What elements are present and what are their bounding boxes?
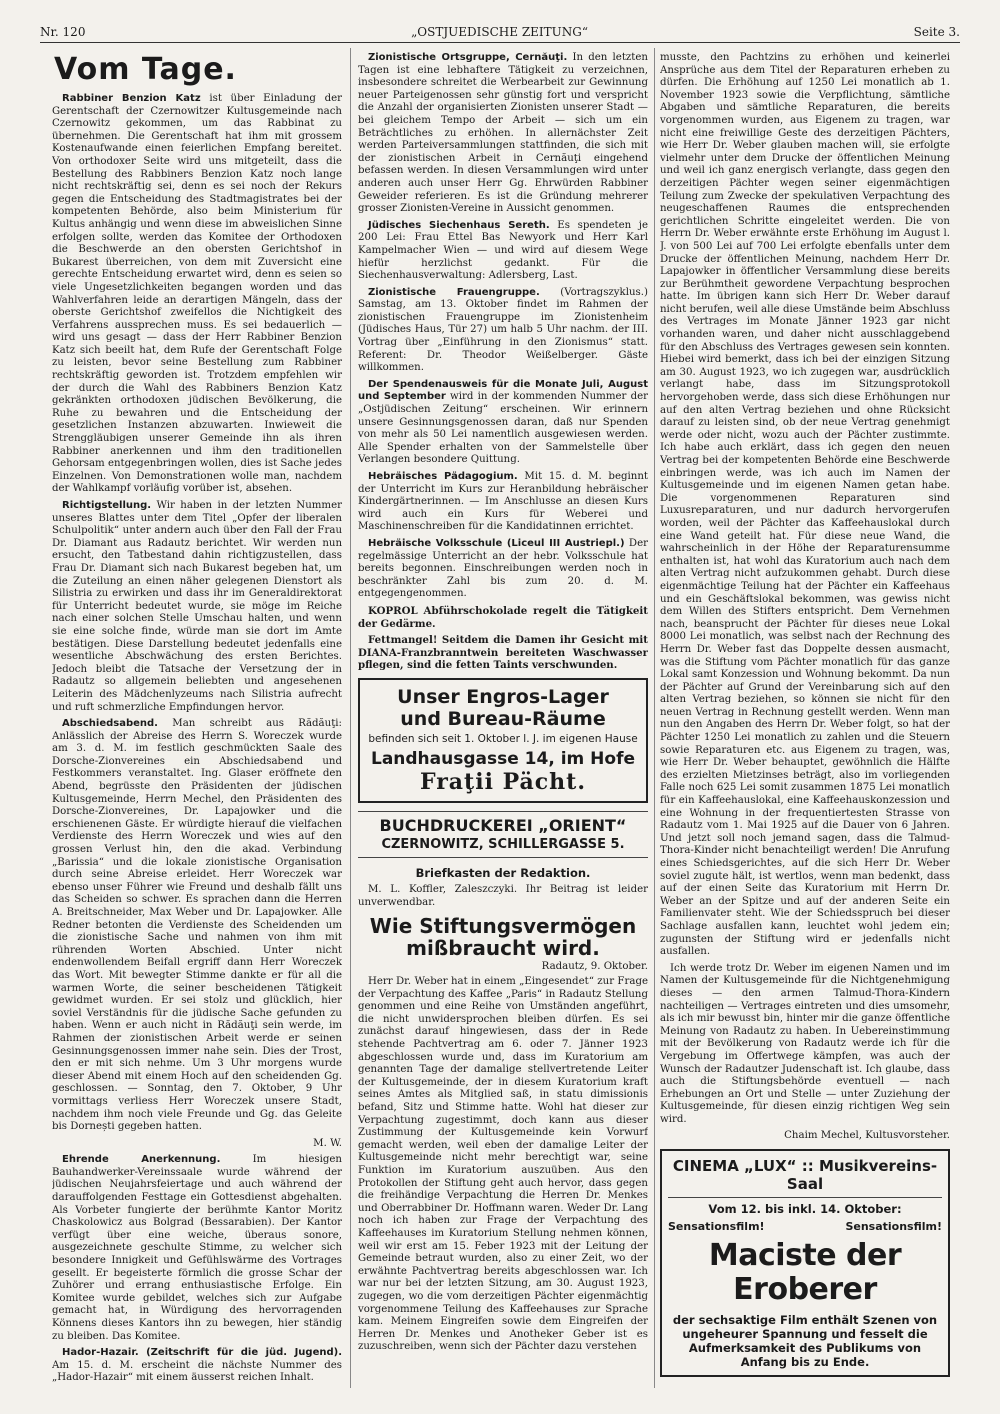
article-heading: Hebräische Volksschule (Liceul III Austriepl.) (368, 537, 625, 549)
article-spendenausweis (358, 379, 648, 467)
article-heading: Ehrende Anerkennung. (62, 1154, 221, 1166)
article-stiftung-text: Herr Dr. Weber hat in einem „Eingesendet“ zur Frage der Verpachtung des Kaffee „Paris“ in Radautz Stellung genommen und eine Reihe von Umständen angeführt, die nicht unwidersprochen bleiben dürfen. Es sei zunächst darauf hingewiesen, dass der in Rede stehende Pachtvertrag am 6. oder 7. Jänner 1923 abgeschlossen wurde und, dass im Kuratorium am genannten Tage der damalige stellvertretende Leiter der Kultusgemeinde, der in diesem Kuratorium kraft seines Amtes als Mitglied saß, in statu dimissionis befand, Sitz und Stimme hatte. Wohl hat dieser zur Verpachtung zugestimmt, doch kann aus dieser Zustimmung der Kultusgemeinde kein Vorwurf gemacht werden, weil eben der damalige Leiter der Kultusgemeinde nicht mehr berechtigt war, seine Funktion im Kuratorium auszuüben. Aus den Protokollen der Stiftung geht auch hervor, dass gegen die freihändige Verpachtung die Herren Dr. Menkes und Oberrabbiner Dr. Hoffmann waren. Weder Dr. Lang noch ich haben zur Frage der Verpachtung des Kaffeehauses im Kuratorium Stellung nehmen können, weil wir erst am 15. Feber 1923 mit der Leitung der Gemeinde betraut wurden, also zu einer Zeit, wo der erwähnte Pachtvertrag bereits abgeschlossen war. Ich war nur bei der letzten Sitzung, am 30. August 1923, zugegen, wo die vom derzeitigen Pächter eigenmächtig vorgenommene Teilung des Kaffeehauses zur Sprache kam. Meinem Eingreifen sowie dem Eingreifen der Herren Dr. Menkes und Anotheker Geber ist es zuzuschreiben, wenn sich der Pächter dazu verstehen (358, 976, 648, 1353)
article-text: ist über Einladung der Gerentschaft der Czernowitzer Kultusgemeinde nach Czernowitz gekommen, um das Rabbinat zu übernehmen. Die Gerentschaft hat ihm mit grossem Kostenaufwande einen feierlichen Empfang bereitet. Von orthodoxer Seite wird uns mitgeteilt, dass die Bestellung des Rabbiners Benzion Katz noch lange nicht rechtskräftig sei, denn es sei noch der Rekurs gegen die Entscheidung des Stadtmagistrates bei der kompetenten Behörde, also beim Ministerium für Kultus anhängig und wenn diese im abweislichen Sinne erfolgen sollte, werden das Komitee der Orthodoxen die Beschwerde an den obersten Gerichtshof in Bukarest überreichen, von dem mit Zuversicht eine gerechte Entscheidung erwartet wird, denn es seien so viele Ungesetzlichkeiten begangen worden und das Wahlverfahren leide an derartigen Mängeln, dass der oberste Gerichtshof zweifellos die Nichtigkeit des Verfahrens aussprechen muss. Es sei bedauerlich — wird uns gesagt — dass der Herr Rabbiner Benzion Katz sich beeilt hat, dem Rufe der Gerentschaft Folge zu leisten, bevor seine Bestellung zum Rabbiner rechtskräftig geworden ist. Trotzdem empfehlen wir der durch die Wahl des Rabbiners Benzion Katz gekränkten orthodoxen jüdischen Bevölkerung, die Ruhe zu bewahren und die Entscheidung der gesetzlichen Instanzen abzuwarten. Inwieweit die Strenggläubigen unserer Gemeinde ihn als ihren Rabbiner anerkennen und ihm den traditionellen Gehorsam entgegenbringen wollen, dies ist Sache jedes Einzelnen. Von Demonstrationen wolle man, nachdem der Wahlkampf vorläufig vorüber ist, absehen. (52, 93, 342, 495)
article-ortsgruppe (358, 52, 648, 216)
article-stiftung-continued: musste, den Pachtzins zu erhöhen und keinerlei Ansprüche aus dem Titel der Reparaturen erheben zu dürfen. Die Erhöhung auf 1250 Lei monatlich ab 1. November 1923 sowie die Verpflichtung, sämtliche Abgaben und sämtliche Reparaturen, die bereits vorgenommen wurden, aus Eigenem zu tragen, war nicht eine freiwillige Geste des derzeitigen Pächters, wie Herr Dr. Weber glauben machen will, sie erfolgte vielmehr unter dem Drucke der öffentlichen Meinung und weil ich ganz energisch verlangte, dass gegen den derzeitigen Pächter wegen seiner eigenmächtigen Teilung zum Zwecke der spekulativen Verpachtung des neugeschaffenen Raumes die entsprechenden gerichtlichen Schritte eingeleitet werden. Die von Herrn Dr. Weber erwähnte erste Erhöhung im August l. J. von 500 Lei auf 700 Lei erfolgte ebenfalls unter dem Drucke der öffentlichen Meinung, nachdem Herr Dr. Lapajowker in öffentlicher Versammlung diese bereits zur Berühmtheit gewordene Verpachtung besprochen hatte. Im übrigen kann sich Herr Dr. Weber darauf nicht berufen, weil alle diese Umstände beim Abschluss des Vertrages im Monate Jänner 1923 gar nicht vorhanden waren, und daher nicht ausschlaggebend für den Abschluss des Vertrages gewesen sein konnten. Hiebei wird bemerkt, dass ich bei der einzigen Sitzung am 30. August 1923, wo ich zugegen war, ausdrücklich verlangt habe, dass im Sitzungsprotokoll hervorgehoben werde, dass sich diese Erhöhungen nur auf den alten Vertrag beziehen und ohne Rücksicht darauf zu leisten sind, ob der neue Vertrag genehmigt werde oder nicht, wozu auch der Pächter zustimmte. Ich habe auch erklärt, dass ich gegen den neuen Vertrag bei der kompetenten Behörde eine Beschwerde einbringen werde, was ich auch im Namen der Kultusgemeinde und im eigenen Namen getan habe. Die vorgenommenen Reparaturen sind Luxusreparaturen, und nur dadurch hervorgerufen worden, weil der Pächter das Kaffeehauslokal durch eine Wand geteilt hat. Für diese neue Wand, die wahrscheinlich in der Höhe der Reparaturensumme enthalten ist, hat wohl das Kuratorium auch nach dem alten Vertrag nicht aufzukommen gehabt. Durch diese eigenmächtige Teilung hat der Pächter ein Kaffeehaus und ein Geschäftslokal bekommen, was gewiss nicht dem Willen des Stifters entspricht. Dem Vernehmen nach, beansprucht der Pächter für dieses neue Lokal 8000 Lei monatlich, was selbst nach der Rechnung des Herrn Dr. Weber fast das Doppelte dessen ausmacht, was die Stiftung vom Pächter monatlich für das ganze Lokal samt Konzession und Wohnung bekommt. Da nun der Pächter auf Grund der Vereinbarung sich auf den alten Vertrag beziehen, so können sie nicht für den neuen Vertrag in Rechnung gestellt werden. Wenn man nun den Angaben des Herrn Dr. Weber folgt, so hat der Pächter 1250 Lei monatlich zu zahlen und die Steuern sowie Reparaturen etc. aus Eigenem zu tragen, was, wie Herr Dr. Weber behauptet, gewöhnlich die Hälfte des erzielten Mietzinses beträgt, also im vorliegenden Falle noch 625 Lei somit zusammen 1875 Lei monatlich für ein Kaffeehauslokal, eine Kaffeehauskonzession und eine Wohnung in der frequentiertesten Strasse von Radautz vom 1. Mai 1925 auf die Dauer von 6 Jahren. Und jetzt soll noch jemand sagen, dass die Talmud-Thora-Kinder nicht benachteiligt werden! Die Anrufung eines Schiedsgerichtes, auf die sich Herr Dr. Weber soviel zugute hält, ist wertlos, wenn man bedenkt, dass auf der einen Seite das Kuratorium mit Herrn Dr. Weber an der Spitze und auf der anderen Seite ein Familienvater steht. Wie der Schiedsspruch bei dieser Sachlage ausfallen kann, leuchtet wohl jedem ein; zugunsten der Stiftung wird er jedenfalls nicht ausfallen. (660, 52, 950, 958)
briefkasten-text: M. L. Koffler, Zaleszczyki. Ihr Beitrag ist leider unverwendbar. (358, 883, 648, 908)
ad-headline: BUCHDRUCKEREI „ORIENT“ (379, 815, 627, 835)
page-number: Seite 3. (913, 25, 960, 39)
article-heading: Rabbiner Benzion Katz (62, 93, 201, 104)
article-text: In den letzten Tagen ist eine lebhaftere Tätigkeit zu verzeichnen, insbesondere schreitet die Werbearbeit zur Gewinnung neuer Parteigenossen sehr günstig fort und verspricht die Anzahl der organisierten Zionisten unserer Stadt — bei gleichem Tempo der Arbeit — sich um ein Beträchtliches zu erhöhen. In allernächster Zeit werden Parteiversammlungen stattfinden, die sich mit der zionistischen Arbeit in Cernăuţi eingehend befassen werden. In diesen Versammlungen wird unter anderen auch unser Herr Gg. Ehrwürden Rabbiner Geweider referieren. Es ist die Gründung mehrerer grosser Zionisten-Vereine in Aussicht genommen. (358, 52, 648, 215)
article-signature: Das Komitee. (111, 1330, 181, 1342)
advertisement-paecht (358, 678, 648, 803)
article-text: Wir haben in der letzten Nummer unseres Blattes unter dem Titel „Opfer der liberalen Schulpolitik“ unter andern auch über den Fall der Frau Dr. Diamant aus Radautz berichtet. Wir werden nun ersucht, den Tatbestand dahin richtigzustellen, dass Frau Dr. Diamant sich nach Bukarest begeben hat, um die Zuteilung an einen näher gelegenen Dienstort als Silistria zu erwirken und dass ihr im Generaldirektorat für Unterricht bedeutet wurde, sie möge im Reiche nach einer solchen Stelle Umschau halten, und wenn sie eine solche finde, würde man sie dort im Amte bestätigen. Diese Darstellung bedeutet jedenfalls eine wesentliche Abschwächung des ersten Berichtes. Jedoch bleibt die Tatsache der Versetzung der in Radautz so allgemein beliebten und angesehenen Leiterin des Mädchenlyzeums nach Silistria aufrecht und ruft schmerzliche Empfindungen hervor. (52, 500, 342, 713)
advertisement-orient (358, 811, 648, 858)
article-heading: Richtigstellung. (62, 500, 152, 511)
column-3 (660, 52, 950, 1392)
article-richtigstellung (52, 500, 342, 714)
article-text: Im hiesigen Bauhandwerker-Vereinssaale wurde während der jüdischen Neujahrsfeiertage und auch während der darauffolgenden Festtage ein Gottesdienst abgehalten. Als Vorbeter fungierte der berühmte Kantor Moritz Chaskolowicz aus Bolgrad (Bessarabien). Der Kantor verfügt über eine weiche, überaus sonore, ausgezeichnete geschulte Stimme, zu welcher sich besondere Innigkeit und Gefühlswärme des Vortrages gesellt. Er begeisterte förmlich die grosse Schar der Zuhörer und errang enthusiastische Erfolge. Ein Komitee wurde gebildet, welches sich zur Aufgabe gemacht hat, in Würdigung des hervorragenden Könnens dieses Kantors ihn zu bewegen, hier ständig zu bleiben. (52, 1154, 342, 1342)
column-divider (350, 48, 351, 1388)
ad-address: CZERNOWITZ, SCHILLERGASSE 5. (381, 836, 625, 852)
newspaper-title: „OSTJUEDISCHE ZEITUNG“ (411, 25, 589, 39)
ad-firm-name: Fraţii Pächt. (419, 768, 587, 795)
ad-address: Landhausgasse 14, im Hofe (370, 748, 636, 769)
ad-subtext: befinden sich seit 1. Oktober l. J. im eigenen Hause (368, 732, 638, 745)
article-text: Mit 15. d. M. beginnt der Unterricht im Kurs zur Heranbildung hebräischer Kindergärtnerinnen. — Im Anschlusse an diesen Kurs wird auch ein Kurs für Weberei und Maschinenschreiben für die Kandidatinnen errichtet. (358, 471, 648, 533)
article-frauengruppe (358, 287, 648, 375)
column-divider (654, 48, 655, 1388)
article-paedagogium (358, 471, 648, 534)
article-signature: M. W. (313, 1137, 342, 1149)
article-heading: Hador-Hazair. (Zeitschrift für die jüd. Jugend). (62, 1347, 342, 1359)
article-heading: Abschiedsabend. (62, 718, 158, 730)
article-text: Der regelmässige Unterricht an der hebr. Volksschule hat bereits begonnen. Einschreibungen werden noch in beschränkter Zahl bis zum 20. d. M. entgegengenommen. (358, 537, 648, 600)
column-1 (52, 52, 342, 1392)
article-text: Man schreibt aus Rădăuţi: Anlässlich der Abreise des Herrn S. Woreczek wurde am 3. d. M. im festlich geschmückten Saale des Dorsche-Zionvereines ein Abschiedsabend und Festkommers veranstaltet. Ing. Glaser eröffnete den Abend, begrüsste den Präsidenten der jüdischen Kultusgemeinde, Herrn Mechel, den Präsidenten des Dorsche-Zionvereines, Dr. Lapajowker und die erschienenen Gäste. Er würdigte hierauf die vielfachen Verdienste des Herrn Woreczek und wies auf den grossen Verlust hin, den die akad. Verbindung „Barissia“ und die lokale zionistische Organisation durch seine Abreise erleidet. Herr Woreczek war ebenso unser Führer wie Freund und deshalb fällt uns das Scheiden so schwer. Es sprachen dann die Herren A. Breitschneider, Max Weber und Dr. Lapajowker. Alle Redner betonten die Verdienste des Scheidenden um die zionistische Sache und nahmen von ihm mit rührenden Worten Abschied. Unter nicht endenwollendem Beifall ergriff dann Herr Woreczek das Wort. Mit bewegter Stimme dankte er für all die warmen Worte, die seiner bescheidenen Tätigkeit gewidmet wurden. Er sei stolz und glücklich, hier soviel Verständnis für die jüdische Sache gefunden zu haben. Wenn er auch nicht in Rădăuţi sein werde, im Rahmen der zionistischen Arbeit werde er seinen Gesinnungsgenossen immer nahe sein. Dies der Trost, den er mit sich nehme. Um 3 Uhr morgens wurde dieser Abend mit einem Hoch auf den scheidenden Gg. geschlossen. — Sonntag, den 7. Oktober, 9 Uhr vormittags verliess Herr Woreczek unsere Stadt, nachdem ihm noch viele Freunde und Gg. das Geleite bis Dornești gegeben hatten. (52, 718, 342, 1133)
article-heading: Zionistische Frauengruppe. (368, 286, 540, 298)
article-abschiedsabend (52, 718, 342, 1134)
header-rule (40, 42, 960, 43)
koprol-notice: KOPROL Abführschokolade regelt die Tätigkeit der Gedärme. (358, 604, 648, 630)
article-rabbiner (52, 93, 342, 496)
column-2 (358, 52, 648, 1392)
notice-heading: Fettmangel! (368, 634, 438, 647)
article-text: (Vortragszyklus.) Samstag, am 13. Oktober findet im Rahmen der zionistischen Frauengruppe im Zionistenheim (Jüdisches Haus, Tür 27) um halb 5 Uhr nachm. der III. Vortrag über „Einführung in den Zionismus“ statt. Referent: Dr. Theodor Weißelberger. Gäste willkommen. (358, 286, 648, 374)
article-title: Wie Stiftungsvermögen mißbraucht wird. (369, 914, 637, 961)
article-siechenhaus (358, 220, 648, 283)
article-heading: Zionistische Ortsgruppe, Cernăuţi. (368, 52, 568, 63)
cinema-taglines (668, 1220, 942, 1233)
cinema-film-title: Maciste der Eroberer (708, 1238, 902, 1308)
article-text: wird in der kommenden Nummer der „Ostjüdischen Zeitung“ erscheinen. Wir erinnern unsere Gesinnungsgenossen daran, daß nur Spenden von mehr als 50 Lei namentlich ausgewiesen werden. Alle Spender erhalten von der Sammelstelle über Verlangen besondere Quittung. (358, 391, 648, 466)
fettmangel-notice (358, 634, 648, 672)
article-text: Es spendeten je 200 Lei: Frau Ettel Bas Newyork und Herr Karl Kampelmacher Wien — und wird auf diesem Wege hiefür herzlichst gedankt. Für die Siechenhausverwaltung: Adlersberg, Last. (358, 219, 648, 282)
article-volksschule (358, 538, 648, 601)
cinema-description: der sechsaktige Film enthält Szenen von ungeheurer Spannung und fesselt die Aufmerksamkeit des Publikums von Anfang bis zu Ende. (672, 1313, 938, 1370)
article-signature: Chaim Mechel, Kultusvorsteher. (784, 1130, 950, 1142)
article-hador-hazair (52, 1347, 342, 1385)
ad-headline: Unser Engros-Lager (397, 685, 609, 708)
article-text: Am 15. d. M. erscheint die nächste Nummer des „Hador-Hazair“ mit einem äusserst reichen Inhalt. (52, 1359, 342, 1384)
ad-headline: und Bureau-Räume (400, 707, 606, 730)
notice-text: Seitdem die Damen ihr Gesicht mit DIANA-Franzbranntwein bereiteten Waschwasser pflegen, sind die fetten Taints verschwunden. (358, 634, 648, 672)
cinema-title: CINEMA „LUX“ :: Musikvereins-Saal (668, 1157, 942, 1198)
advertisement-cinema (660, 1149, 950, 1377)
article-heading: Der Spendenausweis für die Monate Juli, August und September (358, 378, 648, 403)
cinema-dates: Vom 12. bis inkl. 14. Oktober: (708, 1202, 902, 1217)
article-stiftung-closing: Ich werde trotz Dr. Weber im eigenen Namen und im Namen der Kultusgemeinde für die Nichtgenehmigung dieses — den armen Talmud-Thora-Kindern nachteiligen — Vertrages eintreten und dies umsomehr, als ich mir bewusst bin, hinter mir die ganze öffentliche Meinung von Radautz zu haben. In Uebereinstimmung mit der Bevölkerung von Radautz werde ich für die Vergebung im Offertwege kämpfen, was auch der Wunsch der Radautzer Judenschaft ist. Ich glaube, dass auch die Stiftungsbehörde eventuell — nach Erhebungen an Ort und Stelle — unter Zuziehung der Kultusgemeinde, für diesen einzig richtigen Weg sein wird. (660, 962, 950, 1125)
article-anerkennung (52, 1154, 342, 1343)
section-title: Vom Tage. (54, 52, 237, 87)
article-heading: Jüdisches Siechenhaus Sereth. (368, 219, 550, 231)
article-dateline: Radautz, 9. Oktober. (541, 961, 648, 973)
article-heading: Hebräisches Pädagogium. (368, 471, 518, 482)
page-header (40, 22, 960, 42)
issue-number: Nr. 120 (40, 25, 86, 39)
briefkasten-title: Briefkasten der Redaktion. (415, 865, 591, 880)
cinema-tag: Sensationsfilm! (845, 1220, 942, 1234)
cinema-tag: Sensationsfilm! (668, 1220, 765, 1234)
